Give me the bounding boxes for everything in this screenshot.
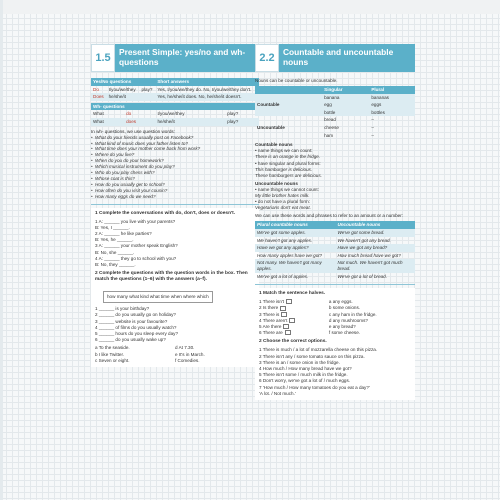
note-line: These hamburgers are delicious. <box>255 172 322 178</box>
exercise-panel <box>91 208 259 367</box>
table-cell: How many apples have we got? <box>257 252 323 258</box>
note-line: • name things we can count: <box>255 148 313 154</box>
answer-option: c Seven or eight. <box>95 357 130 363</box>
match-right: a any eggs. <box>328 299 353 305</box>
table-header: Short answers <box>155 78 259 86</box>
note-line: • do not have a plural form: <box>255 199 310 205</box>
answer-option: d At 7.30. <box>175 345 195 351</box>
table-cell: Have we got any apples? <box>255 244 335 252</box>
table-header: Plural <box>369 86 415 94</box>
table-header <box>255 86 322 94</box>
match-right: c any ham in the fridge. <box>328 311 377 317</box>
table-cell: Do <box>93 86 99 92</box>
match-left: 6 There are <box>259 330 329 336</box>
table-cell: Yes, I/you/we/they do. No, I/you/we/they don't. <box>157 86 252 92</box>
list-item: • Where do you live? <box>91 152 259 158</box>
exercise-line: 3 There is an / some onion in the fridge. <box>259 359 340 365</box>
answer-box[interactable] <box>285 330 291 335</box>
list-item: • What time does your mother come back from work? <box>91 146 259 152</box>
match-right: e any bread? <box>328 323 356 329</box>
match-right: d any mushrooms? <box>328 317 368 323</box>
table-cell: he/she/it <box>107 93 140 101</box>
table-cell: What <box>91 118 124 126</box>
table-cell: Not many. We haven't got many apples. <box>255 259 335 272</box>
table-cell: We haven't got any apples. <box>257 237 313 243</box>
exercise-line: 1 A: ______ you live with your parents? <box>95 218 176 224</box>
exercise-line: 5 ______ hours do you sleep every day? <box>95 331 179 337</box>
table-cell: Not much. We haven't got much bread. <box>335 259 415 272</box>
nouns-intro: Nouns can be countable or uncountable. <box>255 78 338 83</box>
table-cell: We've got some bread. <box>335 229 415 237</box>
row-label: Countable <box>255 94 322 117</box>
exercise-line: 4 ______ of films do you usually watch? <box>95 324 177 330</box>
list-item: • How often do you visit your cousin? <box>91 188 259 194</box>
answer-option: a To the seaside. <box>95 345 130 351</box>
nouns-table <box>255 86 415 139</box>
exercise-line: 'A lot. / Not much.' <box>259 390 296 396</box>
uncountable-title: Uncountable nouns <box>255 180 298 186</box>
table-cell: – <box>371 125 374 131</box>
table-cell: We've got a lot of bread. <box>337 273 388 279</box>
list-item: • What kind of music does your father listen to? <box>91 141 259 147</box>
answer-box[interactable] <box>281 312 287 317</box>
question-list <box>91 135 259 200</box>
exercise-line: 6 Don't worry, we've got a lot of / much eggs. <box>259 378 351 384</box>
table-cell: Does <box>91 93 107 101</box>
answer-option: b I like Twitter. <box>95 351 125 357</box>
top-band <box>0 0 500 14</box>
table-cell: does <box>124 118 155 126</box>
match-left: 5 Are there <box>259 324 329 330</box>
section-title: Present Simple: yes/no and wh- questions <box>115 44 259 72</box>
table-cell: play? <box>225 118 259 126</box>
list-item: • Who do you play chess with? <box>91 170 259 176</box>
exercise-panel <box>255 288 415 400</box>
list-item: • Whose coat is this? <box>91 176 259 182</box>
table-header: Uncountable nouns <box>335 221 415 229</box>
row-label: Uncountable <box>257 125 285 131</box>
table-cell: egg <box>322 101 369 109</box>
list-item: • How many eggs do we need? <box>91 194 259 200</box>
section-number: 2.2 <box>255 44 279 72</box>
note-line: Vegetarians don't eat meat. <box>255 205 311 211</box>
match-block <box>259 299 411 336</box>
left-column <box>91 44 259 367</box>
table-cell: We haven't got any bread. <box>337 237 391 243</box>
exercise-line: 4 How much / How many bread have we got? <box>259 365 352 371</box>
exercise-line: 2 A: ______ he like parties? <box>95 231 152 237</box>
table-cell: What <box>93 111 104 117</box>
divider <box>91 204 259 205</box>
right-column <box>255 44 415 400</box>
wh-intro: In wh- questions, we use question words: <box>91 128 176 134</box>
table-cell: bread <box>324 117 336 123</box>
match-left: 1 There isn't <box>259 299 329 305</box>
note-line: There is an orange in the fridge. <box>255 154 321 160</box>
section-header-1-5 <box>91 44 259 72</box>
exercise-line: 1 ______ is your birthday? <box>95 306 150 312</box>
exercise-line: 2 ______ do you usually go on holiday? <box>95 312 176 318</box>
match-left: 2 Is there <box>259 305 329 311</box>
exercise-line: 5 There isn't some / much milk in the fridge. <box>259 372 348 378</box>
table-cell: bottles <box>369 109 415 117</box>
exercise-1-title: 1 Complete the conversations with do, don't, does or doesn't. <box>95 210 236 216</box>
table-header: Wh- questions <box>91 103 259 111</box>
exercise-1-title: 1 Match the sentence halves. <box>259 291 326 297</box>
section-title: Countable and uncountable nouns <box>279 44 415 72</box>
match-left: 4 There aren't <box>259 318 329 324</box>
table-cell: he/she/it <box>155 118 225 126</box>
table-cell: I/you/we/they <box>157 111 185 117</box>
exercise-line: B: No, they ______. <box>95 262 136 268</box>
exercise-2-title: 2 Choose the correct options. <box>259 339 327 345</box>
answer-option: f Comedies. <box>175 357 200 363</box>
exercise-line: 1 There is much / a lot of mozzarella cheese on this pizza. <box>259 347 378 353</box>
table-cell: play? <box>227 111 239 117</box>
table-cell: Have we got any bread? <box>335 244 415 252</box>
yes-no-table <box>91 78 259 101</box>
phrases-table <box>255 221 415 280</box>
exercise-2-title: 2 Complete the questions with the question words in the box. Then match the questions (1–6) with the answers (a–f). <box>95 271 248 283</box>
table-cell: cheese <box>324 125 339 131</box>
list-item: • How do you usually get to school? <box>91 182 259 188</box>
exercise-line: B: Yes, I ______. <box>95 224 130 230</box>
exercise-line: 3 ______ website is your favourite? <box>95 318 168 324</box>
section-header-2-2 <box>255 44 415 72</box>
table-cell: We've got some apples. <box>255 229 335 237</box>
match-right: b some onions. <box>328 305 361 311</box>
table-header: Yes/No questions <box>91 78 155 86</box>
note-line: This hamburger is delicious. <box>255 166 313 172</box>
table-cell: How much bread have we got? <box>337 252 401 258</box>
note-line: • name things we cannot count: <box>255 186 319 192</box>
exercise-line: 2 There isn't any / some tomato sauce on this pizza. <box>259 353 365 359</box>
divider <box>255 284 415 285</box>
table-cell: – <box>371 132 374 138</box>
word-box: how many what kind what time when where which <box>103 291 213 303</box>
list-item: • Which musical instrument do you play? <box>91 164 259 170</box>
exercise-line: B: Yes, he ______. <box>95 237 134 243</box>
table-cell: bottle <box>322 109 369 117</box>
table-cell: I/you/we/they <box>108 86 136 92</box>
exercise-line: 6 ______ do you usually wake up? <box>95 337 166 343</box>
note-line: • have singular and plural forms: <box>255 160 321 166</box>
answer-box[interactable] <box>289 318 295 323</box>
table-cell <box>139 93 155 101</box>
wh-table <box>91 103 259 126</box>
phrases-intro: We can use these words and phrases to refer to an amount or a number: <box>255 213 404 219</box>
table-cell: Yes, he/she/it does. No, he/she/it doesn't. <box>155 93 259 101</box>
answer-option: e It's in March. <box>175 351 205 357</box>
note-line: My little brother hates milk. <box>255 193 310 198</box>
table-header: Plural countable nouns <box>255 221 335 229</box>
table-cell: bananas <box>369 94 415 102</box>
answer-box[interactable] <box>280 306 286 311</box>
table-cell: eggs <box>369 101 415 109</box>
table-cell: We've got a lot of apples. <box>257 273 309 279</box>
section-number: 1.5 <box>91 44 115 72</box>
exercise-line: 3 A: ______ your mother speak English? <box>95 243 178 249</box>
countable-title: Countable nouns <box>255 142 293 148</box>
list-item: • When do you do your homework? <box>91 158 259 164</box>
left-margin <box>0 0 3 500</box>
exercise-line: 7 'How much / How many tomatoes do you eat a day?' <box>259 384 370 390</box>
exercise-line: 4 A: ______ they go to school with you? <box>95 255 177 261</box>
table-cell: banana <box>322 94 369 102</box>
match-left: 3 There is <box>259 312 329 318</box>
answers-block <box>95 345 255 364</box>
answer-box[interactable] <box>286 299 292 304</box>
answer-box[interactable] <box>283 324 289 329</box>
table-cell: do <box>126 111 132 117</box>
table-header: Singular <box>322 86 369 94</box>
table-cell: ham <box>324 132 334 138</box>
match-right: f some cheese. <box>328 330 361 336</box>
exercise-line: B: No, she ______. <box>95 249 135 255</box>
table-cell: play? <box>141 86 153 92</box>
list-item: • What do your friends usually post on Facebook? <box>91 135 259 141</box>
table-cell: – <box>371 117 374 123</box>
